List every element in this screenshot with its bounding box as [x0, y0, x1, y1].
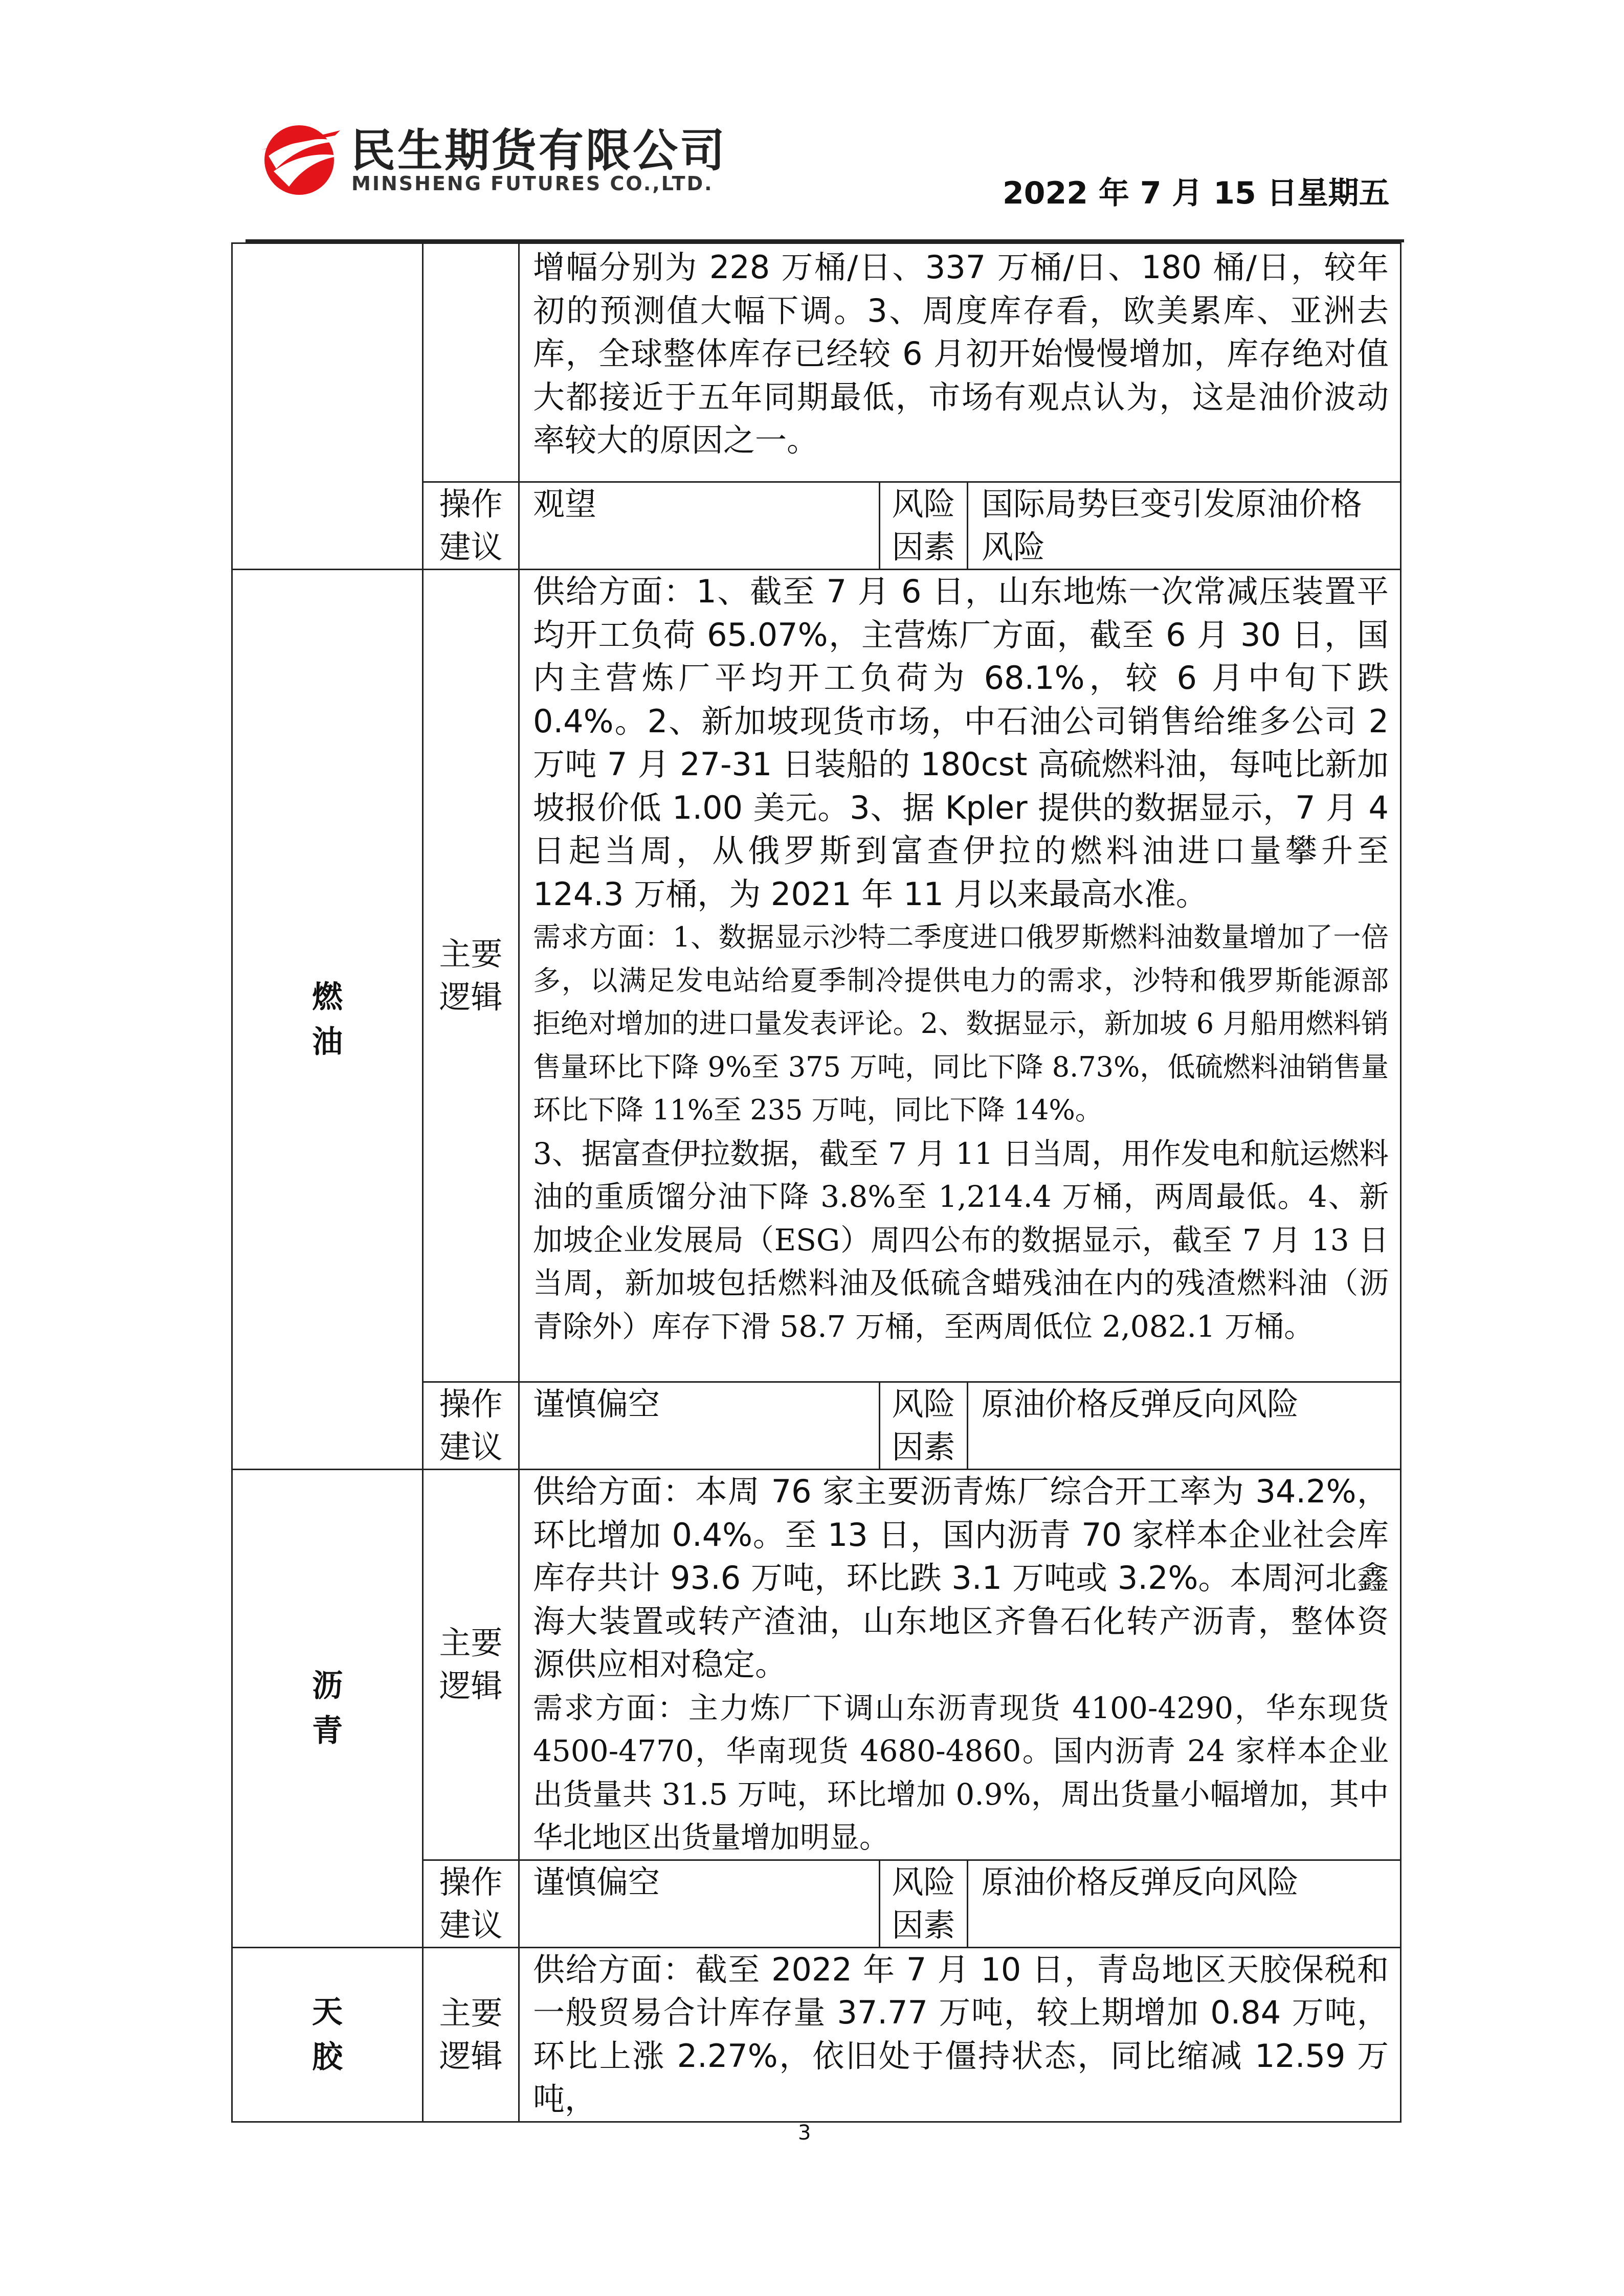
fuel-oil-risk-label: 风险 因素: [880, 1382, 968, 1470]
crude-logic-row: [232, 243, 1401, 482]
commodity-table: [231, 242, 1401, 2123]
fuel-oil-demand-paragraph-b: 3、据富查伊拉数据，截至 7 月 11 日当周，用作发电和航运燃料油的重质馏分油下降 3.8%至 1,214.4 万桶，两周最低。4、新加坡企业发展局（ESG）周四公布的数据显示，截至 7 月 13 日当周，新加坡包括燃料油及低硫含蜡残油在内的残渣燃料油（沥青除外）库存下滑 58.7 万桶，至两周低位 2,082.1 万桶。: [533, 1136, 1389, 1344]
asphalt-logic-label: 主要 逻辑: [423, 1470, 519, 1860]
fuel-oil-advice-label: 操作 建议: [423, 1382, 519, 1470]
asphalt-logic-text: [519, 1470, 1401, 1860]
crude-logic-label-cell: [423, 243, 519, 482]
crude-logic-paragraph: 增幅分别为 228 万桶/日、337 万桶/日、180 桶/日，较年初的预测值大幅下调。3、周度库存看，欧美累库、亚洲去库，全球整体库存已经较 6 月初开始慢慢增加，库存绝对值大都接近于五年同期最低，市场有观点认为，这是油价波动率较大的原因之一。: [533, 249, 1389, 459]
crude-advice-value: 观望: [519, 482, 880, 570]
crude-risk-label: 风险 因素: [880, 482, 968, 570]
company-name-cn: 民生期货有限公司: [350, 124, 727, 177]
asphalt-demand-paragraph: 需求方面：主力炼厂下调山东沥青现货 4100-4290，华东现货 4500-4770，华南现货 4680-4860。国内沥青 24 家样本企业出货量共 31.5 万吨，环比增加 0.9%，周出货量小幅增加，其中华北地区出货量增加明显。: [533, 1690, 1389, 1855]
fuel-oil-logic-label: 主要 逻辑: [423, 570, 519, 1382]
rubber-logic-row: [232, 1947, 1401, 2122]
fuel-oil-logic-text: [519, 570, 1401, 1382]
fuel-oil-demand-paragraph-a: 需求方面：1、数据显示沙特二季度进口俄罗斯燃料油数量增加了一倍多，以满足发电站给夏季制冷提供电力的需求，沙特和俄罗斯能源部拒绝对增加的进口量发表评论。2、数据显示，新加坡 6 月船用燃料销售量环比下降 9%至 375 万吨，同比下降 8.73%，低硫燃料油销售量环比下降 11%至 235 万吨，同比下降 14%。: [533, 921, 1389, 1126]
rubber-category: 天 胶: [232, 1947, 423, 2122]
asphalt-advice-label: 操作 建议: [423, 1860, 519, 1947]
asphalt-advice-value: 谨慎偏空: [519, 1860, 880, 1947]
fuel-oil-risk-value: 原油价格反弹反向风险: [968, 1382, 1401, 1470]
page-number: 3: [798, 2121, 811, 2145]
rubber-logic-text: [519, 1947, 1401, 2122]
crude-advice-label: 操作 建议: [423, 482, 519, 570]
minsheng-logo-icon: [258, 120, 343, 197]
asphalt-risk-value: 原油价格反弹反向风险: [968, 1860, 1401, 1947]
asphalt-logic-row: [232, 1470, 1401, 1860]
rubber-logic-label: 主要 逻辑: [423, 1947, 519, 2122]
fuel-oil-category: 燃 油: [232, 570, 423, 1470]
fuel-oil-supply-paragraph: 供给方面：1、截至 7 月 6 日，山东地炼一次常减压装置平均开工负荷 65.07%，主营炼厂方面，截至 6 月 30 日，国内主营炼厂平均开工负荷为 68.1%，较 6 月中旬下跌 0.4%。2、新加坡现货市场，中石油公司销售给维多公司 2 万吨 7 月 27-31 日装船的 180cst 高硫燃料油，每吨比新加坡报价低 1.00 美元。3、据 Kpler 提供的数据显示，7 月 4 日起当周，从俄罗斯到富查伊拉的燃料油进口量攀升至 124.3 万桶，为 2021 年 11 月以来最高水准。: [533, 573, 1389, 913]
company-logo: [258, 115, 770, 212]
asphalt-category: 沥 青: [232, 1470, 423, 1948]
crude-category-cell: [232, 243, 423, 570]
company-name-en: MINSHENG FUTURES CO.,LTD.: [351, 172, 714, 195]
fuel-oil-advice-value: 谨慎偏空: [519, 1382, 880, 1470]
rubber-supply-paragraph: 供给方面：截至 2022 年 7 月 10 日，青岛地区天胶保税和一般贸易合计库存量 37.77 万吨，较上期增加 0.84 万吨，环比上涨 2.27%，依旧处于僵持状态，同比缩减 12.59 万吨，: [533, 1950, 1389, 2118]
asphalt-risk-label: 风险 因素: [880, 1860, 968, 1947]
report-date: 2022 年 7 月 15 日星期五: [1003, 175, 1390, 211]
crude-logic-text: [519, 243, 1401, 482]
fuel-oil-logic-row: [232, 570, 1401, 1382]
asphalt-supply-paragraph: 供给方面：本周 76 家主要沥青炼厂综合开工率为 34.2%，环比增加 0.4%。至 13 日，国内沥青 70 家样本企业社会库库存共计 93.6 万吨，环比跌 3.1 万吨或 3.2%。本周河北鑫海大装置或转产渣油，山东地区齐鲁石化转产沥青，整体资源供应相对稳定。: [533, 1473, 1389, 1683]
crude-risk-value: 国际局势巨变引发原油价格风险: [968, 482, 1401, 570]
